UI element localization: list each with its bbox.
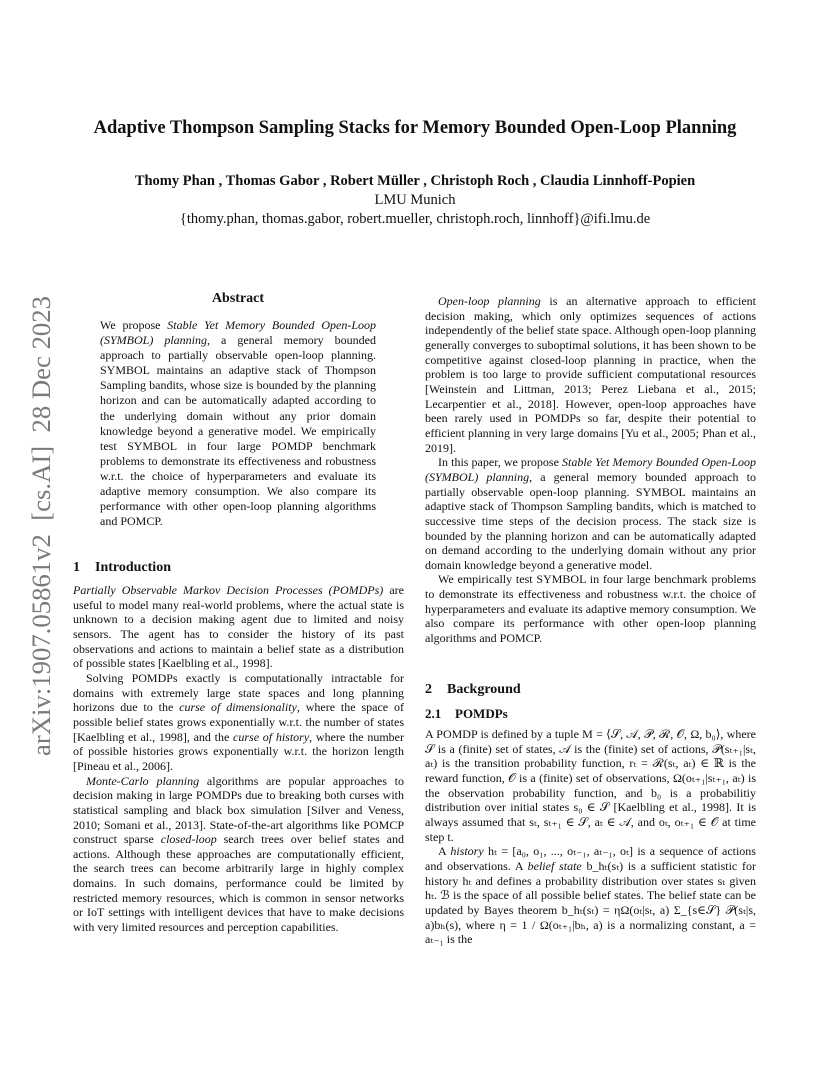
right-paragraph-3: We empirically test SYMBOL in four large benchmark problems to demonstrate its effectiveness and robustness w.r.t. the choice of hyperparameters and evaluate its adaptive memory consumption. We also compare its performance with other open-loop planning algorithms and POMCP. <box>425 572 756 646</box>
affiliation: LMU Munich <box>374 192 456 208</box>
arxiv-stamp <box>21 296 57 756</box>
right-paragraph-2: In this paper, we propose Stable Yet Memory Bounded Open-Loop (SYMBOL) planning, a general memory bounded approach to partially observable open-loop planning. SYMBOL maintains an adaptive stack of Thompson Sampling bandits, which is matched to successive time steps of the decision process. The stack size is bounded by the planning horizon and can be automatically adapted on demand according to the underlying domain without any prior domain knowledge beyond a generative model. <box>425 455 756 572</box>
abstract-body: We propose Stable Yet Memory Bounded Open-Loop (SYMBOL) planning, a general memory bounded approach to partially observable open-loop planning. SYMBOL maintains an adaptive stack of Thompson Sampling bandits, whose size is bounded by the planning horizon and can be automatically adapted according to the underlying domain without any prior domain knowledge beyond a generative model. We empirically test SYMBOL in four large POMDP benchmark problems to demonstrate its effectiveness and robustness w.r.t. the choice of hyperparameters and evaluate its adaptive memory consumption. We also compare its performance with other open-loop planning algorithms and POMCP. <box>100 318 377 529</box>
intro-paragraph-3: Monte-Carlo planning algorithms are popular approaches to decision making in large POMDPs due to breaking both curses with statistical sampling and black box simulation [Silver and Veness, 2010; Somani et al., 2013]. State-of-the-art algorithms like POMCP construct sparse closed-loop search trees over belief states and actions. Although these approaches are computationally efficient, the search trees can become arbitrarily large in highly complex domains. In such domains, performance could be limited by restricted memory resources, which is common in sensor networks or IoT settings with intelligent devices that have to make decisions with very limited resources and perception capabilities. <box>73 773 405 935</box>
author-list: Thomy Phan , Thomas Gabor , Robert Müller , Christoph Roch , Claudia Linnhoff-Popien <box>134 173 696 189</box>
intro-paragraph-2: Solving POMDPs exactly is computationally intractable for domains with extremely large state spaces and long planning horizons due to the curse of dimensionality, where the space of possible belief states grows exponentially w.r.t. the number of states [Kaelbling et al., 1998], and the curse of history, where the number of possible histories grows exponentially w.r.t. the horizon length [Pineau et al., 2006]. <box>73 670 405 773</box>
email-list: {thomy.phan, thomas.gabor, robert.mueller, christoph.roch, linnhoff}@ifi.lmu.de <box>179 211 651 227</box>
abstract-heading: Abstract <box>211 291 265 306</box>
right-column-intro-text <box>425 294 756 646</box>
subsection-heading-pomdps: 2.1 POMDPs <box>425 706 508 721</box>
paper-title: Adaptive Thompson Sampling Stacks for Memory Bounded Open-Loop Planning <box>93 118 737 138</box>
intro-paragraph-1: Partially Observable Markov Decision Processes (POMDPs) are useful to model many real-world problems, where the actual state is unknown to a decision making agent due to limited and noisy sensors. The agent has to consider the history of its past observations and actions to maintain a belief state as a distribution of possible states [Kaelbling et al., 1998]. <box>73 583 404 671</box>
background-paragraph-1: A POMDP is defined by a tuple M = ⟨𝒮, 𝒜, 𝒫, ℛ, 𝒪, Ω, b₀⟩, where 𝒮 is a (finite) set of states, 𝒜 is the (finite) set of actions, 𝒫(sₜ₊₁|sₜ, aₜ) is the transition probability function, rₜ = ℛ(sₜ, aₜ) ∈ ℝ is the reward function, 𝒪 is a (finite) set of observations, Ω(oₜ₊₁|sₜ₊₁, aₜ) is the observation probability function, and b₀ is a probabilitiy distribution over initial states s₀ ∈ 𝒮 [Kaelbling et al., 1998]. It is always assumed that sₜ, sₜ₊₁ ∈ 𝒮, aₜ ∈ 𝒜, and oₜ, oₜ₊₁ ∈ 𝒪 at time step t. <box>425 727 756 844</box>
background-text <box>425 727 756 947</box>
right-paragraph-1: Open-loop planning is an alternative approach to efficient decision making, which only optimizes sequences of actions independently of the belief state space. Although open-loop planning generally converges to suboptimal solutions, it has been shown to be competitive against closed-loop planning in practice, when the problem is too large to provide sufficient computational resources [Weinstein and Littman, 2013; Perez Liebana et al., 2015; Lecarpentier et al., 2018]. However, open-loop approaches have been rarely used in POMDPs so far, despite their potential to efficient planning in very large domains [Yu et al., 2005; Phan et al., 2019]. <box>425 294 756 455</box>
arxiv-stamp-text: arXiv:1907.05861v2 [cs.AI] 28 Dec 2023 <box>26 299 56 756</box>
section-heading-introduction: 1 Introduction <box>73 560 171 575</box>
introduction-text <box>73 583 404 935</box>
section-heading-background: 2 Background <box>425 682 521 697</box>
background-paragraph-2: A history hₜ = [a₀, o₁, ..., oₜ₋₁, aₜ₋₁, oₜ] is a sequence of actions and observations. A belief state b_hₜ(sₜ) is a sufficient statistic for history hₜ and defines a probability distribution over states sₜ given hₜ. ℬ is the space of all possible belief states. The belief state can be updated by Bayes theorem b_hₜ(sₜ) = ηΩ(oₜ|sₜ, a) Σ_{s∈𝒮} 𝒫(sₜ|s, a)bₕ(s), where η = 1 / Ω(oₜ₊₁|bₕ, a) is a normalizing constant, a = aₜ₋₁ is the <box>425 844 757 947</box>
